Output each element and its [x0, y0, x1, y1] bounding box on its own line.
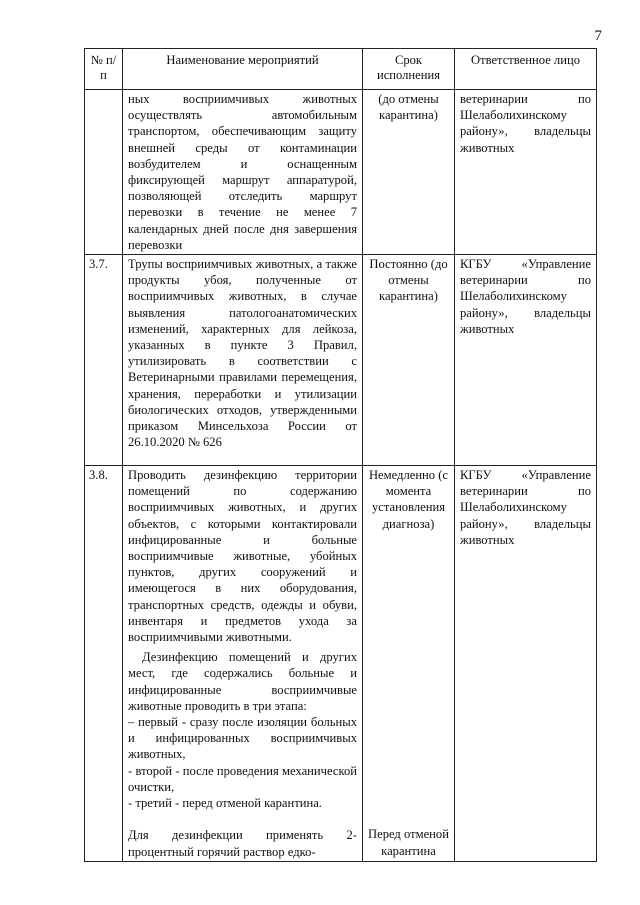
row-name: ных восприимчивых животных осуществлять автомобильным транспортом, обеспечивающим защиту внешней среды от контаминации возбудителем и оснащенным фиксирующей маршрут аппаратурой, позволяющей отследить маршрут перевозки в течение не менее 7 календарных дней после дня завершения перевозки: [123, 90, 363, 255]
row-responsible: КГБУ «Управление ветеринарии по Шелаболихинскому району», владельцы животных: [455, 466, 597, 862]
row-num: [85, 90, 123, 255]
row-term: (до отмены карантина): [363, 90, 455, 255]
list-item: - второй - после проведения механической очистки,: [128, 763, 357, 794]
header-name: Наименование мероприятий: [123, 49, 363, 90]
header-num: № п/п: [85, 49, 123, 90]
row-name: [123, 466, 363, 862]
row-num: 3.8.: [85, 466, 123, 862]
list-item: – первый - сразу после изоляции больных и инфицированных восприимчивых животных,: [128, 715, 357, 762]
row-num: 3.7.: [85, 255, 123, 466]
paragraph: Проводить дезинфекцию территории помещений по содержанию восприимчивых животных, и других объектов, с которыми контактировали инфицированные и больные восприимчивые животные, убойных пунктов, других сооружений и имеющегося в них оборудования, транспортных средств, одежды и обуви, инвентаря и предметов ухода за восприимчивыми животными.: [128, 468, 357, 645]
measures-table: [84, 48, 597, 862]
row-responsible: ветеринарии по Шелаболихинскому району», владельцы животных: [455, 90, 597, 255]
paragraph: Для дезинфекции применять 2-процентный горячий раствор едко-: [128, 828, 357, 859]
row-responsible: КГБУ «Управление ветеринарии по Шелаболихинскому району», владельцы животных: [455, 255, 597, 466]
header-responsible: Ответственное лицо: [455, 49, 597, 90]
paragraph: Дезинфекцию помещений и других мест, где содержались больные и инфицированные восприимчивые животные проводить в три этапа:: [128, 650, 357, 713]
term-text: Немедленно (с момента установления диагноза): [368, 468, 449, 531]
header-term: Срок исполнения: [363, 49, 455, 90]
page-number: 7: [594, 28, 602, 44]
table-row: [85, 466, 597, 862]
row-name: Трупы восприимчивых животных, а также продукты убоя, полученные от восприимчивых животных, в случае выявления патологоанатомических изменений, характерных для лейкоза, указанных в пункте 3 Правил, утилизировать в соответствии с Ветеринарными правилами перемещения, хранения, переработки и утилизации биологических отходов, утвержденными приказом Минсельхоза России от 26.10.2020 № 626: [123, 255, 363, 466]
row-term: [363, 466, 455, 862]
term-text-2: Перед отменой карантина: [368, 827, 449, 858]
table-row: [85, 255, 597, 466]
row-term: Постоянно (до отмены карантина): [363, 255, 455, 466]
table-header-row: [85, 49, 597, 90]
table-row: [85, 90, 597, 255]
list-item: - третий - перед отменой карантина.: [128, 796, 322, 811]
